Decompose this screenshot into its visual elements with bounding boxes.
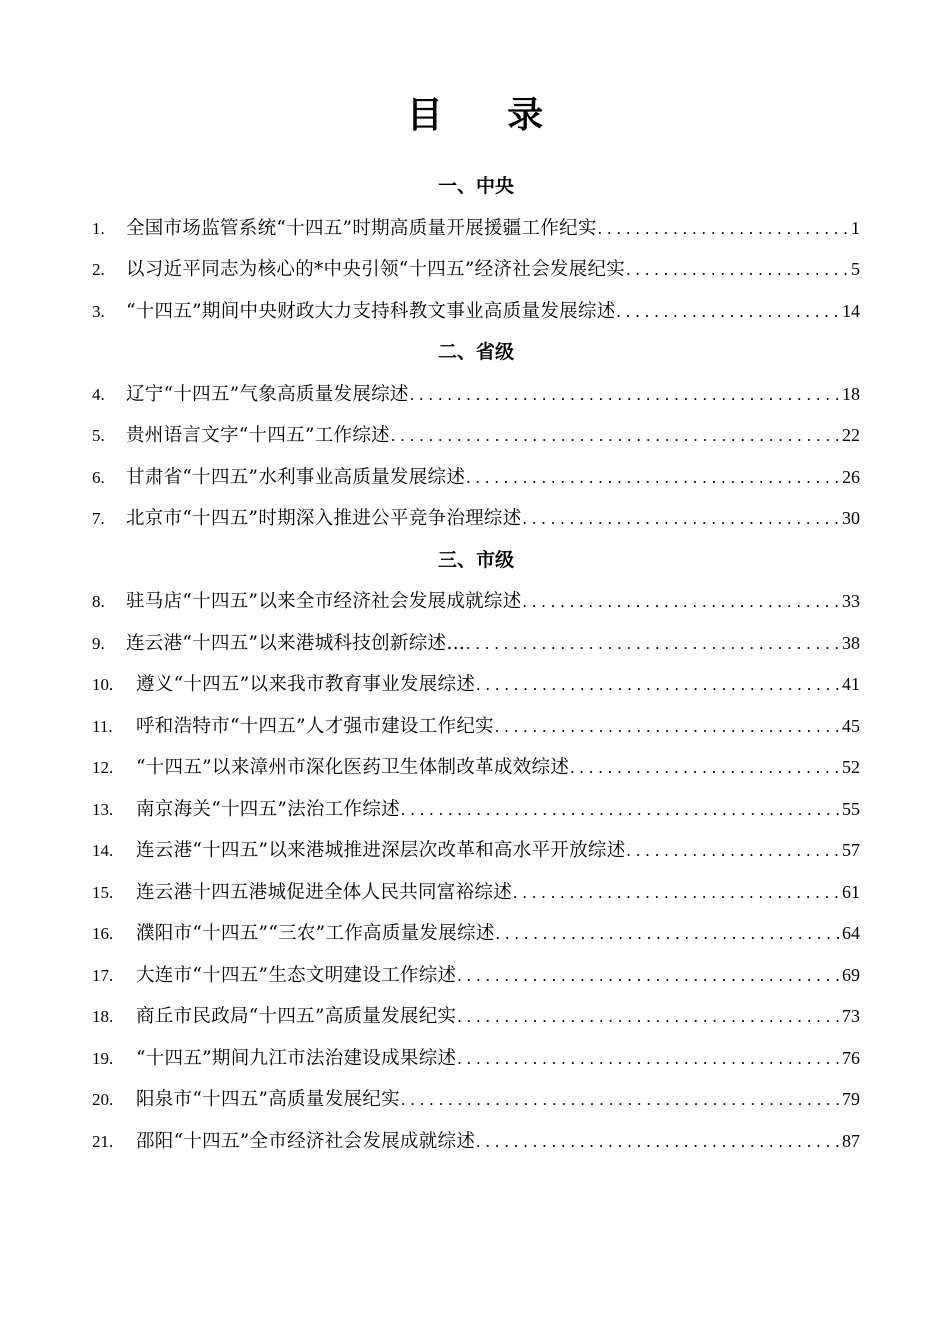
entry-page-number: 33 — [842, 591, 860, 611]
toc-entry[interactable] — [92, 1121, 860, 1163]
toc-entry[interactable] — [92, 249, 860, 291]
entry-page-number: 30 — [842, 508, 860, 528]
entry-page-number: 45 — [842, 715, 860, 736]
entry-number: 10. — [92, 675, 114, 694]
toc-entry[interactable] — [92, 913, 860, 955]
entry-title: 以习近平同志为核心的*中央引领“十四五”经济社会发展纪实 — [126, 259, 626, 280]
entry-page-number: 14 — [842, 300, 860, 321]
entry-title: 全国市场监管系统“十四五”时期高质量开展援疆工作纪实 — [126, 217, 597, 239]
entry-title: 呼和浩特市“十四五”人才强市建设工作纪实 — [136, 715, 494, 737]
toc-entry[interactable] — [92, 1079, 860, 1121]
entry-title: 大连市“十四五”生态文明建设工作综述 — [136, 964, 457, 986]
entry-page-number: 22 — [842, 425, 860, 445]
entry-page-number: 64 — [842, 923, 860, 943]
toc-entry[interactable] — [92, 581, 860, 623]
entry-page-number: 55 — [842, 798, 860, 819]
entry-page-number: 18 — [842, 383, 860, 404]
entry-number: 7. — [92, 509, 105, 528]
entry-number: 3. — [92, 301, 105, 321]
dot-leader — [476, 664, 842, 706]
entry-number: 20. — [92, 1090, 114, 1109]
toc-entry[interactable] — [92, 415, 860, 457]
table-of-contents — [92, 166, 860, 1162]
toc-entry[interactable] — [92, 706, 860, 748]
toc-entry[interactable] — [92, 623, 860, 665]
toc-entry[interactable] — [92, 955, 860, 997]
entry-title: 阳泉市“十四五”高质量发展纪实 — [136, 1089, 400, 1110]
entry-number: 14. — [92, 841, 114, 860]
toc-entry[interactable] — [92, 747, 860, 789]
dot-leader — [523, 498, 842, 540]
toc-entry[interactable] — [92, 996, 860, 1038]
toc-entry[interactable] — [92, 872, 860, 914]
entry-number: 11. — [92, 716, 113, 736]
entry-page-number: 61 — [842, 881, 860, 902]
entry-number: 8. — [92, 592, 105, 611]
entry-page-number: 5 — [851, 259, 860, 279]
dot-leader — [523, 581, 842, 623]
entry-title: 贵州语言文字“十四五”工作综述 — [126, 425, 390, 446]
dot-leader — [598, 208, 851, 250]
entry-title: 濮阳市“十四五”“三农”工作高质量发展综述 — [136, 923, 495, 944]
toc-entry[interactable] — [92, 208, 860, 250]
section-heading: 一、中央 — [437, 175, 514, 197]
entry-page-number: 41 — [842, 674, 860, 694]
toc-entry[interactable] — [92, 830, 860, 872]
dot-leader — [496, 913, 842, 955]
dot-leader — [627, 830, 842, 872]
entry-number: 13. — [92, 799, 114, 819]
page-title: 目 录 — [406, 95, 570, 136]
entry-number: 17. — [92, 965, 114, 985]
entry-number: 18. — [92, 1007, 114, 1026]
toc-entry[interactable] — [92, 1038, 860, 1080]
entry-number: 1. — [92, 218, 105, 238]
entry-page-number: 57 — [842, 840, 860, 860]
entry-title: 甘肃省“十四五”水利事业高质量发展综述 — [126, 466, 466, 488]
dot-leader — [401, 789, 842, 831]
entry-number: 15. — [92, 882, 114, 902]
dot-leader — [410, 374, 842, 416]
section-heading: 三、市级 — [437, 548, 514, 571]
entry-page-number: 76 — [842, 1047, 860, 1068]
entry-number: 21. — [92, 1131, 114, 1151]
entry-page-number: 38 — [842, 632, 860, 653]
entry-page-number: 52 — [842, 757, 860, 777]
dot-leader — [513, 872, 842, 914]
entry-title: 连云港“十四五”以来港城推进深层次改革和高水平开放综述 — [136, 840, 626, 861]
entry-title: “十四五”期间九江市法治建设成果综述 — [136, 1047, 457, 1069]
entry-number: 19. — [92, 1048, 114, 1068]
entry-title: 连云港十四五港城促进全体人民共同富裕综述 — [136, 881, 513, 903]
entry-page-number: 69 — [842, 964, 860, 985]
dot-leader — [457, 955, 842, 997]
toc-entry[interactable] — [92, 374, 860, 416]
entry-title: 辽宁“十四五”气象高质量发展综述 — [126, 383, 409, 405]
dot-leader — [476, 1121, 842, 1163]
entry-page-number: 26 — [842, 466, 860, 487]
entry-page-number: 73 — [842, 1006, 860, 1026]
entry-number: 9. — [92, 633, 105, 653]
dot-leader — [617, 291, 842, 333]
entry-title: 驻马店“十四五”以来全市经济社会发展成就综述 — [126, 591, 522, 612]
dot-leader — [391, 415, 842, 457]
dot-leader — [466, 457, 842, 499]
entry-number: 5. — [92, 426, 105, 445]
entry-title: 商丘市民政局“十四五”高质量发展纪实 — [136, 1006, 457, 1027]
toc-entry[interactable] — [92, 498, 860, 540]
entry-number: 16. — [92, 924, 114, 943]
toc-entry[interactable] — [92, 457, 860, 499]
dot-leader — [495, 706, 842, 748]
dot-leader — [401, 1079, 842, 1121]
dot-leader — [466, 623, 842, 665]
entry-page-number: 87 — [842, 1130, 860, 1151]
entry-number: 12. — [92, 758, 114, 777]
entry-number: 2. — [92, 260, 105, 279]
entry-number: 4. — [92, 384, 105, 404]
entry-page-number: 79 — [842, 1089, 860, 1109]
entry-title: 北京市“十四五”时期深入推进公平竞争治理综述 — [126, 508, 522, 529]
entry-number: 6. — [92, 467, 105, 487]
dot-leader — [626, 249, 851, 291]
entry-title: 连云港“十四五”以来港城科技创新综述… — [126, 632, 466, 654]
dot-leader — [570, 747, 842, 789]
entry-title: “十四五”期间中央财政大力支持科教文事业高质量发展综述 — [126, 300, 616, 322]
entry-title: 遵义“十四五”以来我市教育事业发展综述 — [136, 674, 476, 695]
entry-title: 南京海关“十四五”法治工作综述 — [136, 798, 400, 820]
entry-title: “十四五”以来漳州市深化医药卫生体制改革成效综述 — [136, 757, 570, 778]
entry-title: 邵阳“十四五”全市经济社会发展成就综述 — [136, 1130, 476, 1152]
section-heading: 二、省级 — [437, 341, 514, 363]
dot-leader — [457, 1038, 842, 1080]
dot-leader — [457, 996, 842, 1038]
entry-page-number: 1 — [851, 217, 860, 238]
toc-entry[interactable] — [92, 664, 860, 706]
toc-entry[interactable] — [92, 291, 860, 333]
toc-entry[interactable] — [92, 789, 860, 831]
